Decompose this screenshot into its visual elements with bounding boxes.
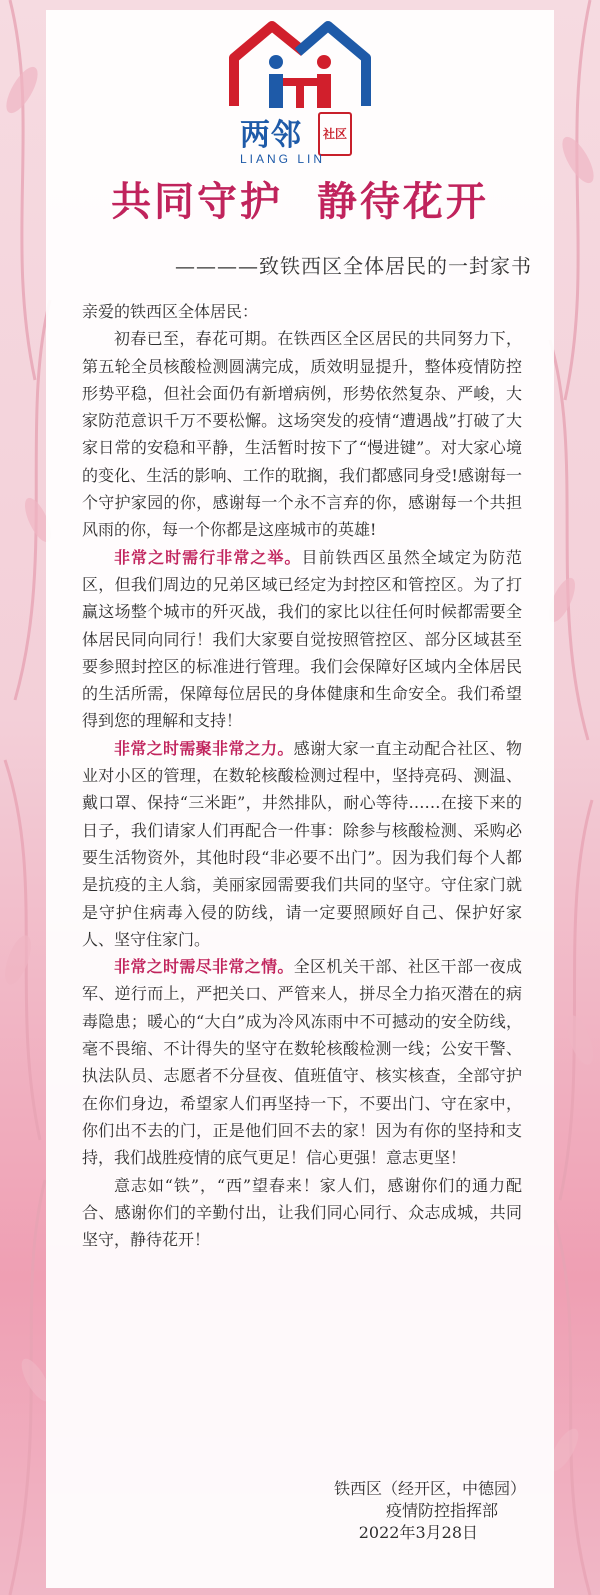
- signature-date: 2022年3月28日: [358, 1523, 478, 1542]
- paragraph-lead: 非常之时需尽非常之情。: [114, 957, 294, 977]
- signature-org: 铁西区（经开区，中德园）: [333, 1479, 526, 1498]
- greeting: 亲爱的铁西区全体居民：: [82, 302, 259, 321]
- paragraph-text: 初春已至，春花可期。在铁西区全区居民的共同努力下，第五轮全员核酸检测圆满完成，质效明显提升，整体疫情防控形势平稳，但社会面仍有新增病例，形势依然复杂、严峻，大家防范意识千万不要松懈。这场突发的疫情“遭遇战”打破了大家日常的安稳和平静，生活暂时按下了“慢进键”。对大家心境的变化、生活的影响、工作的耽搁，我们都感同身受!感谢每一个守护家园的你，感谢每一个永不言弃的你，感谢每一个共担风雨的你，每一个你都是这座城市的英雄!: [82, 329, 522, 540]
- paragraph-text: 目前铁西区虽然全域定为防范区，但我们周边的兄弟区域已经定为封控区和管控区。为了打赢这场整个城市的歼灭战，我们的家比以往任何时候都需要全体居民同向同行！我们大家要自觉按照管控区、部分区域甚至要参照封控区的标准进行管理。我们会保障好区域内全体居民的生活所需，保障每位居民的身体健康和生命安全。我们希望得到您的理解和支持！: [82, 547, 522, 731]
- brand-seal: [318, 112, 352, 156]
- paragraph-text: 感谢大家一直主动配合社区、物业对小区的管理，在数轮核酸检测过程中，坚持亮码、测温、戴口罩、保持“三米距”，井然排队，耐心等待……在接下来的日子，我们请家人们再配合一件事：除参与核酸检测、采购必要生活物资外，其他时段“非必要不出门”。因为我们每个人都是抗疫的主人翁，美丽家园需要我们共同的坚守。守住家门就是守护住病毒入侵的防线，请一定要照顾好自己、保护好家人、坚守住家门。: [82, 738, 522, 949]
- brand-name-english: LIANG LIN: [240, 152, 326, 166]
- paragraph-5: [82, 1172, 522, 1254]
- paragraph-1: [82, 325, 522, 543]
- letter-body: [82, 298, 522, 1253]
- paragraph-text: 意志如“铁”，“西”望春来！家人们，感谢你们的通力配合、感谢你们的辛勤付出，让我们同心同行、众志成城，共同坚守，静待花开！: [82, 1175, 522, 1250]
- signature-department: 疫情防控指挥部: [385, 1501, 498, 1520]
- page-subtitle: ————致铁西区全体居民的一封家书: [175, 254, 532, 278]
- paragraph-lead: 非常之时需行非常之举。: [114, 547, 302, 567]
- letter-panel: [46, 10, 554, 1588]
- seal-text: 社区: [322, 127, 347, 141]
- paragraph-3: [82, 735, 522, 953]
- paragraph-text: 全区机关干部、社区干部一夜成军、逆行而上，严把关口、严管来人，拼尽全力掐灭潜在的病毒隐患；暖心的“大白”成为冷风冻雨中不可撼动的安全防线，毫不畏缩、不计得失的坚守在数轮核酸检测一线；公安干警、执法队员、志愿者不分昼夜、值班值守、核实核查，全部守护在你们身边，希望家人们再坚持一下，不要出门、守在家中，你们出不去的门，正是他们回不去的家！因为有你的坚持和支持，我们战胜疫情的底气更足！信心更强！意志更坚！: [82, 957, 522, 1168]
- signature-block: [286, 1478, 526, 1544]
- brand-name: 两邻: [240, 118, 302, 153]
- page-title: 共同守护 静待花开: [111, 179, 489, 225]
- paragraph-4: [82, 953, 522, 1171]
- paragraph-lead: 非常之时需聚非常之力。: [114, 738, 294, 758]
- logo: [46, 18, 554, 168]
- paragraph-2: [82, 544, 522, 735]
